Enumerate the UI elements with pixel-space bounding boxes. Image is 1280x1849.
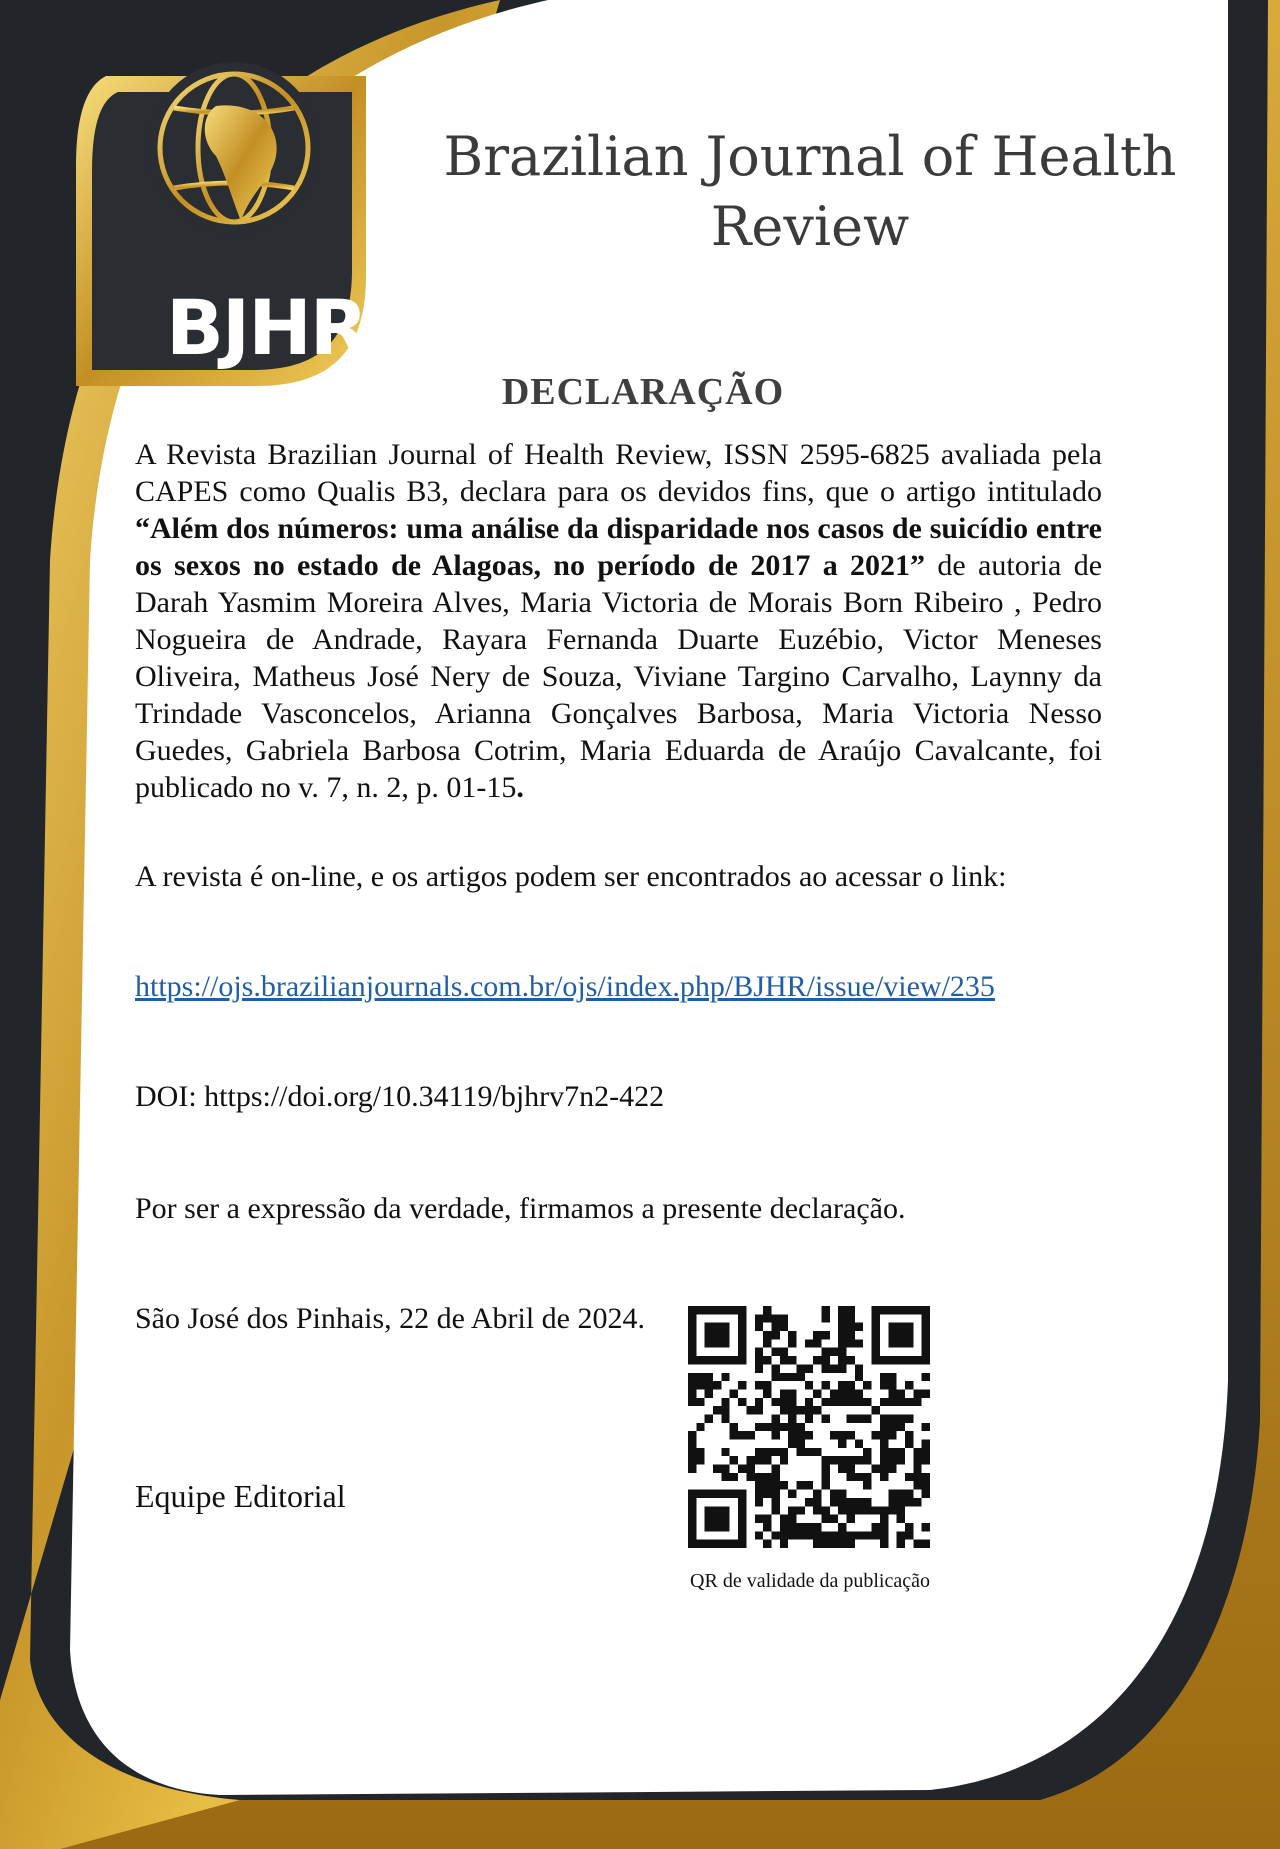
place-date: São José dos Pinhais, 22 de Abril de 2024. — [135, 1302, 645, 1335]
closing-text: Por ser a expressão da verdade, firmamos a presente declaração. — [135, 1192, 906, 1225]
editorial-signature: Equipe Editorial — [135, 1478, 346, 1514]
final-period: . — [516, 771, 524, 804]
issue-link[interactable]: https://ojs.brazilianjournals.com.br/ojs/index.php/BJHR/issue/view/235 — [135, 970, 995, 1003]
bjhr-logo — [66, 56, 396, 396]
journal-title-line2: Review — [710, 195, 910, 258]
doi-text: DOI: https://doi.org/10.34119/bjhrv7n2-422 — [135, 1080, 665, 1113]
issue-link-paragraph — [135, 968, 995, 1005]
journal-title-line1: Brazilian Journal of Health — [443, 125, 1177, 188]
qr-caption: QR de validade da publicação — [690, 1570, 930, 1592]
authors-text: de autoria de Darah Yasmim Moreira Alves, Maria Victoria de Morais Born Ribeiro , Pedro Nogueira de Andrade, Rayara Fernanda Duarte Euzébio, Victor Meneses Oliveira, Matheus José Nery de Souza, Viviane Targino Carvalho, Laynny da Trindade Vasconcelos, Arianna Gonçalves Barbosa, Maria Victoria Nesso Guedes, Gabriela Barbosa Cotrim, Maria Eduarda de Araújo Cavalcante, foi publicado no v. 7, n. 2, p. 01-15 — [135, 549, 1103, 804]
declaration-intro: A Revista Brazilian Journal of Health Review, ISSN 2595-6825 avaliada pela CAPES como Qualis B3, declara para os devidos fins, que o artigo intitulado — [135, 438, 1102, 508]
declaration-body — [135, 436, 1102, 806]
online-note: A revista é on-line, e os artigos podem ser encontrados ao acessar o link: — [135, 860, 1007, 893]
article-title: “Além dos números: uma análise da disparidade nos casos de suicídio entre os sexos no estado de Alagoas, no período de 2017 a 2021” — [135, 512, 1102, 582]
declaration-heading: DECLARAÇÃO — [501, 371, 785, 413]
qr-code[interactable] — [688, 1306, 930, 1548]
logo-text: BJHR — [166, 283, 367, 372]
journal-title — [420, 122, 1200, 262]
